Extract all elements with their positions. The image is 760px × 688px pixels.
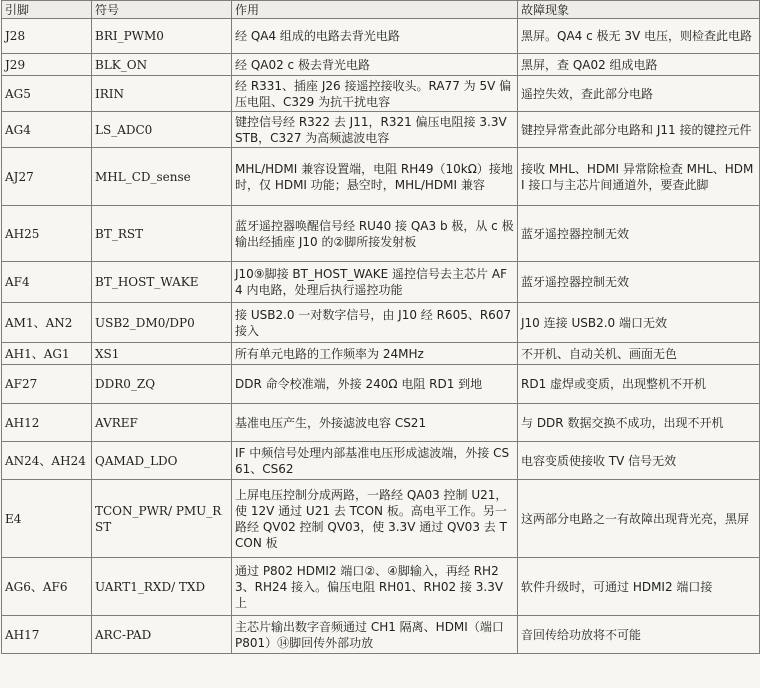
- table-header-row: [2, 1, 760, 19]
- cell-function: J10⑨脚接 BT_HOST_WAKE 遥控信号去主芯片 AF4 内电路，处理后执行遥控功能: [232, 262, 518, 303]
- cell-symbol: MHL_CD_sense: [92, 148, 232, 206]
- cell-symbol: ARC-PAD: [92, 616, 232, 654]
- table-row: [2, 303, 760, 343]
- table-row: [2, 112, 760, 148]
- header-fault: 故障现象: [518, 1, 760, 19]
- cell-fault: 音回传给功放将不可能: [518, 616, 760, 654]
- cell-pin: AF4: [2, 262, 92, 303]
- cell-symbol: QAMAD_LDO: [92, 442, 232, 480]
- cell-function: IF 中频信号处理内部基准电压形成滤波端，外接 CS61、CS62: [232, 442, 518, 480]
- cell-symbol: AVREF: [92, 404, 232, 442]
- cell-pin: J28: [2, 19, 92, 54]
- table-row: [2, 365, 760, 404]
- cell-function: 经 QA02 c 极去背光电路: [232, 54, 518, 76]
- cell-symbol: DDR0_ZQ: [92, 365, 232, 404]
- cell-symbol: XS1: [92, 343, 232, 365]
- table-row: [2, 76, 760, 112]
- cell-fault: 与 DDR 数据交换不成功，出现不开机: [518, 404, 760, 442]
- cell-symbol: UART1_RXD/ TXD: [92, 558, 232, 616]
- cell-function: 经 QA4 组成的电路去背光电路: [232, 19, 518, 54]
- cell-function: 所有单元电路的工作频率为 24MHz: [232, 343, 518, 365]
- cell-function: MHL/HDMI 兼容设置端，电阻 RH49（10kΩ）接地时，仅 HDMI 功能；悬空时，MHL/HDMI 兼容: [232, 148, 518, 206]
- cell-function: 键控信号经 R322 去 J11，R321 偏压电阻接 3.3VSTB，C327 为高频滤波电容: [232, 112, 518, 148]
- cell-pin: AH1、AG1: [2, 343, 92, 365]
- cell-symbol: TCON_PWR/ PMU_RST: [92, 480, 232, 558]
- cell-pin: AG5: [2, 76, 92, 112]
- cell-fault: 不开机、自动关机、画面无色: [518, 343, 760, 365]
- cell-pin: AH17: [2, 616, 92, 654]
- cell-function: 通过 P802 HDMI2 端口②、④脚输入，再经 RH23、RH24 接入。偏压电阻 RH01、RH02 接 3.3V 上: [232, 558, 518, 616]
- cell-pin: J29: [2, 54, 92, 76]
- cell-pin: AG6、AF6: [2, 558, 92, 616]
- cell-fault: 软件升级时，可通过 HDMI2 端口接: [518, 558, 760, 616]
- cell-function: 主芯片输出数字音频通过 CH1 隔离、HDMI（端口 P801）⑭脚回传外部功放: [232, 616, 518, 654]
- cell-function: 上屏电压控制分成两路，一路经 QA03 控制 U21，使 12V 通过 U21 去 TCON 板。高电平工作。另一路经 QV02 控制 QV03，使 3.3V 通过 QV03 去 TCON 板: [232, 480, 518, 558]
- cell-symbol: USB2_DM0/DP0: [92, 303, 232, 343]
- cell-pin: AH12: [2, 404, 92, 442]
- table-row: [2, 558, 760, 616]
- cell-fault: 键控异常查此部分电路和 J11 接的键控元件: [518, 112, 760, 148]
- cell-function: 基准电压产生，外接滤波电容 CS21: [232, 404, 518, 442]
- cell-symbol: IRIN: [92, 76, 232, 112]
- cell-fault: 遥控失效，查此部分电路: [518, 76, 760, 112]
- table-row: [2, 148, 760, 206]
- cell-function: 接 USB2.0 一对数字信号，由 J10 经 R605、R607 接入: [232, 303, 518, 343]
- table-row: [2, 19, 760, 54]
- header-symbol: 符号: [92, 1, 232, 19]
- pin-function-table: [1, 0, 760, 654]
- cell-symbol: BT_HOST_WAKE: [92, 262, 232, 303]
- cell-pin: E4: [2, 480, 92, 558]
- cell-fault: 接收 MHL、HDMI 异常除检查 MHL、HDMI 接口与主芯片间通道外，要查此脚: [518, 148, 760, 206]
- cell-fault: 蓝牙遥控器控制无效: [518, 262, 760, 303]
- table-row: [2, 480, 760, 558]
- table-row: [2, 404, 760, 442]
- cell-pin: AM1、AN2: [2, 303, 92, 343]
- cell-fault: J10 连接 USB2.0 端口无效: [518, 303, 760, 343]
- cell-pin: AF27: [2, 365, 92, 404]
- cell-symbol: BRI_PWM0: [92, 19, 232, 54]
- cell-symbol: BT_RST: [92, 206, 232, 262]
- cell-function: 经 R331、插座 J26 接遥控接收头。RA77 为 5V 偏压电阻、C329 为抗干扰电容: [232, 76, 518, 112]
- header-function: 作用: [232, 1, 518, 19]
- cell-fault: 这两部分电路之一有故障出现背光亮，黑屏: [518, 480, 760, 558]
- cell-pin: AG4: [2, 112, 92, 148]
- cell-function: 蓝牙遥控器唤醒信号经 RU40 接 QA3 b 极，从 c 极输出经插座 J10 的②脚所接发射板: [232, 206, 518, 262]
- table-row: [2, 343, 760, 365]
- cell-fault: 电容变质使接收 TV 信号无效: [518, 442, 760, 480]
- table-row: [2, 262, 760, 303]
- cell-symbol: LS_ADC0: [92, 112, 232, 148]
- table-row: [2, 54, 760, 76]
- cell-fault: 蓝牙遥控器控制无效: [518, 206, 760, 262]
- cell-pin: AH25: [2, 206, 92, 262]
- table-row: [2, 616, 760, 654]
- cell-pin: AN24、AH24: [2, 442, 92, 480]
- cell-function: DDR 命令校准端，外接 240Ω 电阻 RD1 到地: [232, 365, 518, 404]
- cell-symbol: BLK_ON: [92, 54, 232, 76]
- table-row: [2, 442, 760, 480]
- cell-pin: AJ27: [2, 148, 92, 206]
- table-row: [2, 206, 760, 262]
- cell-fault: 黑屏。QA4 c 极无 3V 电压，则检查此电路: [518, 19, 760, 54]
- cell-fault: RD1 虚焊或变质，出现整机不开机: [518, 365, 760, 404]
- cell-fault: 黑屏，查 QA02 组成电路: [518, 54, 760, 76]
- header-pin: 引脚: [2, 1, 92, 19]
